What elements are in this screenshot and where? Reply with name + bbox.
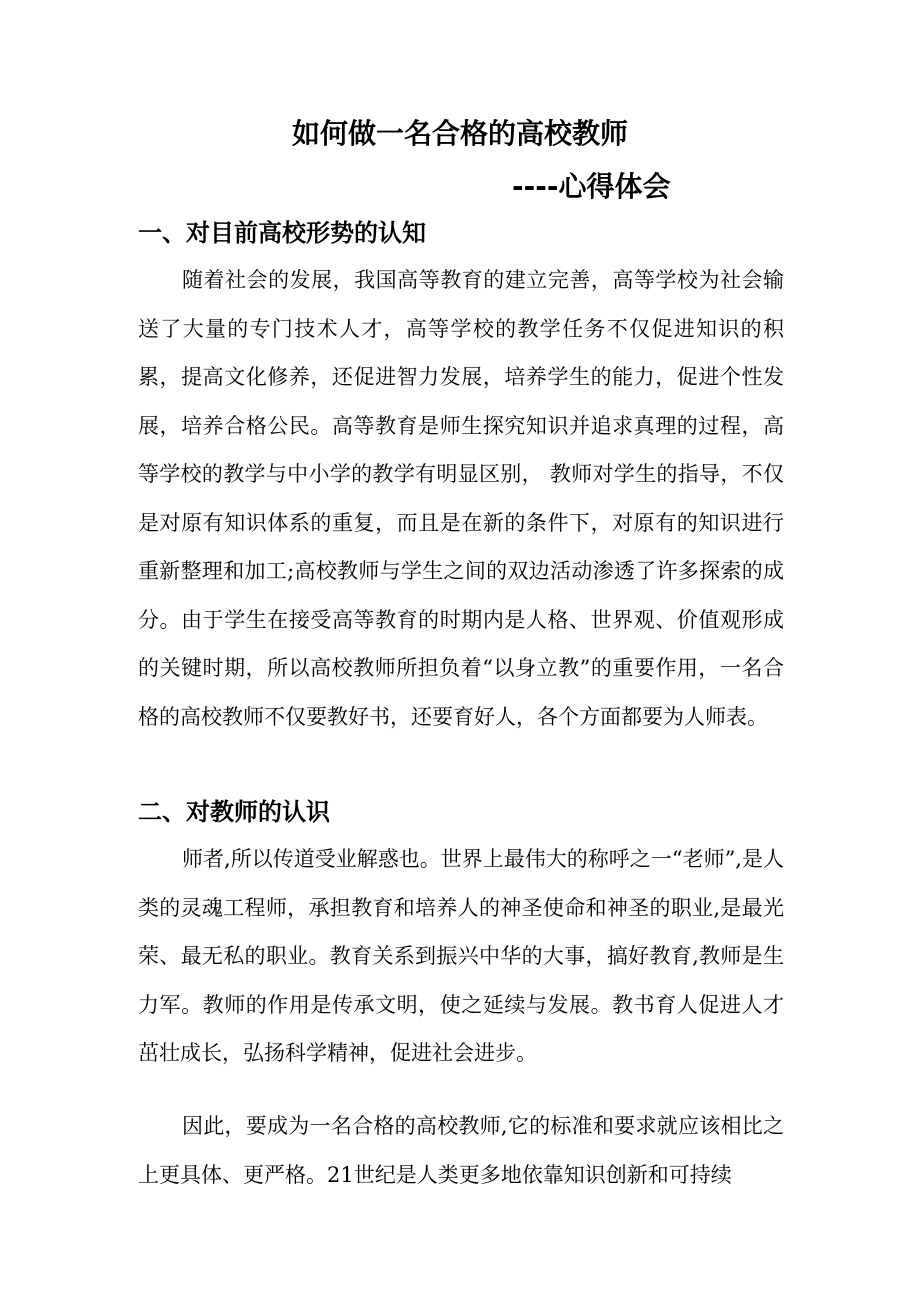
section-2-paragraph-1: 师者,所以传道受业解惑也。世界上最伟大的称呼之一“老师”,是人类的灵魂工程师，承担教育和培养人的神圣使命和神圣的职业,是最光荣、最无私的职业。教育关系到振兴中华的大事，搞好教育,教师是生力军。教师的作用是传承文明，使之延续与发展。教书育人促进人才茁壮成长，弘扬科学精神，促进社会进步。 [138,847,784,1065]
document-subtitle: ----心得体会 [512,170,671,203]
section-1-paragraph: 随着社会的发展，我国高等教育的建立完善，高等学校为社会输送了大量的专门技术人才，高等学校的教学任务不仅促进知识的积累，提高文化修养，还促进智力发展，培养学生的能力，促进个性发展，培养合格公民。高等教育是师生探究知识并追求真理的过程，高等学校的教学与中小学的教学有明显区别， 教师对学生的指导，不仅是对原有知识体系的重复，而且是在新的条件下，对原有的知识进行重新整理和加工;高校教师与学生之间的双边活动渗透了许多探索的成分。由于学生在接受高等教育的时期内是人格、世界观、价值观形成的关键时期，所以高校教师所担负着“以身立教”的重要作用，一名合格的高校教师不仅要教好书，还要育好人，各个方面都要为人师表。 [138,268,784,729]
section-heading-1: 一、对目前高校形势的认知 [138,219,426,247]
section-heading-2: 二、对教师的认识 [138,798,330,826]
section-2-paragraph-2: 因此，要成为一名合格的高校教师,它的标准和要求就应该相比之上更具体、更严格。21世纪是人类更多地依靠知识创新和可持续 [138,1114,784,1187]
document-title: 如何做一名合格的高校教师 [291,117,628,150]
